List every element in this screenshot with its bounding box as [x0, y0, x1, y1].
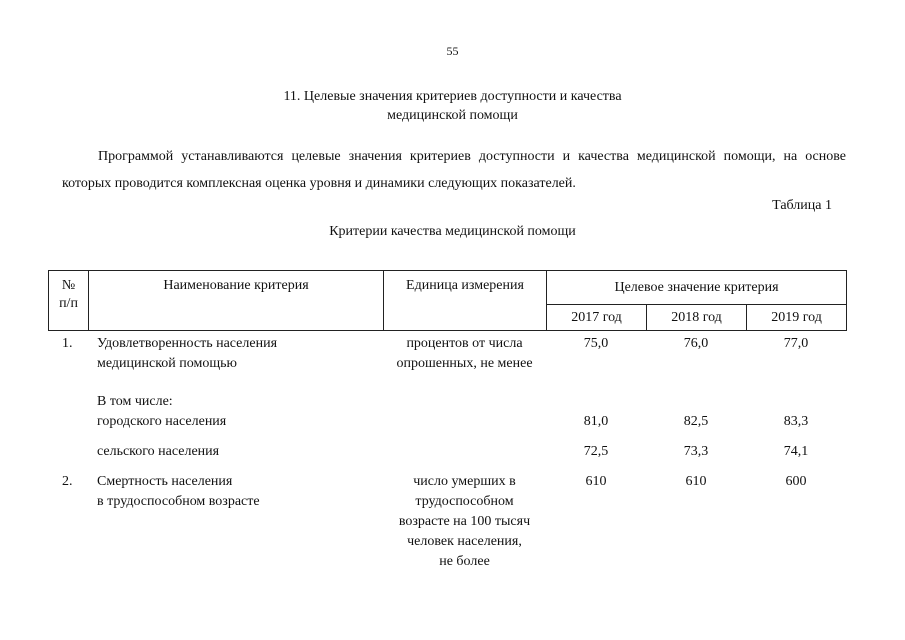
section-title	[0, 87, 905, 125]
row2-value-2017: 610	[585, 474, 607, 489]
urban-name: городского населения	[97, 414, 227, 429]
row2-name-line1: Смертность населения	[97, 474, 233, 489]
row1-name-line2: медицинской помощью	[97, 356, 237, 371]
including-label: В том числе:	[97, 394, 173, 409]
row1-num: 1.	[62, 336, 73, 351]
urban-value-2017: 81,0	[583, 414, 609, 429]
row1-name	[97, 334, 277, 374]
urban-value-2019: 83,3	[783, 414, 809, 429]
rural-value-2017: 72,5	[583, 444, 609, 459]
row1-value-2019: 77,0	[783, 336, 809, 351]
table-title: Критерии качества медицинской помощи	[329, 224, 576, 239]
row2-name-line2: в трудоспособном возрасте	[97, 494, 260, 509]
row2-unit-line4: человек населения,	[407, 534, 522, 549]
row2-num: 2.	[62, 474, 73, 489]
intro-text: Программой устанавливаются целевые значения критериев доступности и качества медицинской помощи, на основе которых проводится комплексная оценка уровня и динамики следующих показателей.	[62, 149, 846, 191]
row1-value-2017: 75,0	[583, 336, 609, 351]
intro-paragraph	[62, 143, 846, 197]
row1-value-2018: 76,0	[683, 336, 709, 351]
urban-value-2018: 82,5	[683, 414, 709, 429]
rural-name: сельского населения	[97, 444, 220, 459]
header-target: Целевое значение критерия	[547, 271, 847, 305]
page-number: 55	[446, 44, 459, 58]
header-year-2017: 2017 год	[547, 305, 647, 331]
table-label: Таблица 1	[772, 198, 832, 213]
row2-unit-line5: не более	[439, 554, 490, 569]
row2-unit-line3: возрасте на 100 тысяч	[398, 514, 531, 529]
row2-value-2018: 610	[685, 474, 707, 489]
criteria-table	[48, 270, 847, 331]
header-num-line2: п/п	[59, 296, 78, 311]
row1-name-line1: Удовлетворенность населения	[97, 336, 278, 351]
header-num-line1: №	[61, 278, 76, 293]
row1-unit-line1: процентов от числа	[406, 336, 523, 351]
section-title-line1: 11. Целевые значения критериев доступности и качества	[283, 89, 622, 104]
row2-unit-line2: трудоспособном	[415, 494, 514, 509]
row2-unit	[383, 472, 546, 572]
header-name: Наименование критерия	[89, 271, 384, 331]
header-num	[49, 271, 89, 331]
row1-unit	[383, 334, 546, 374]
row1-unit-line2: опрошенных, не менее	[396, 356, 533, 371]
header-unit: Единица измерения	[384, 271, 547, 331]
row2-unit-line1: число умерших в	[413, 474, 516, 489]
header-year-2019: 2019 год	[747, 305, 847, 331]
row2-name	[97, 472, 260, 512]
row2-value-2019: 600	[785, 474, 807, 489]
section-title-line2: медицинской помощи	[387, 108, 518, 123]
header-year-2018: 2018 год	[647, 305, 747, 331]
rural-value-2019: 74,1	[783, 444, 809, 459]
rural-value-2018: 73,3	[683, 444, 709, 459]
